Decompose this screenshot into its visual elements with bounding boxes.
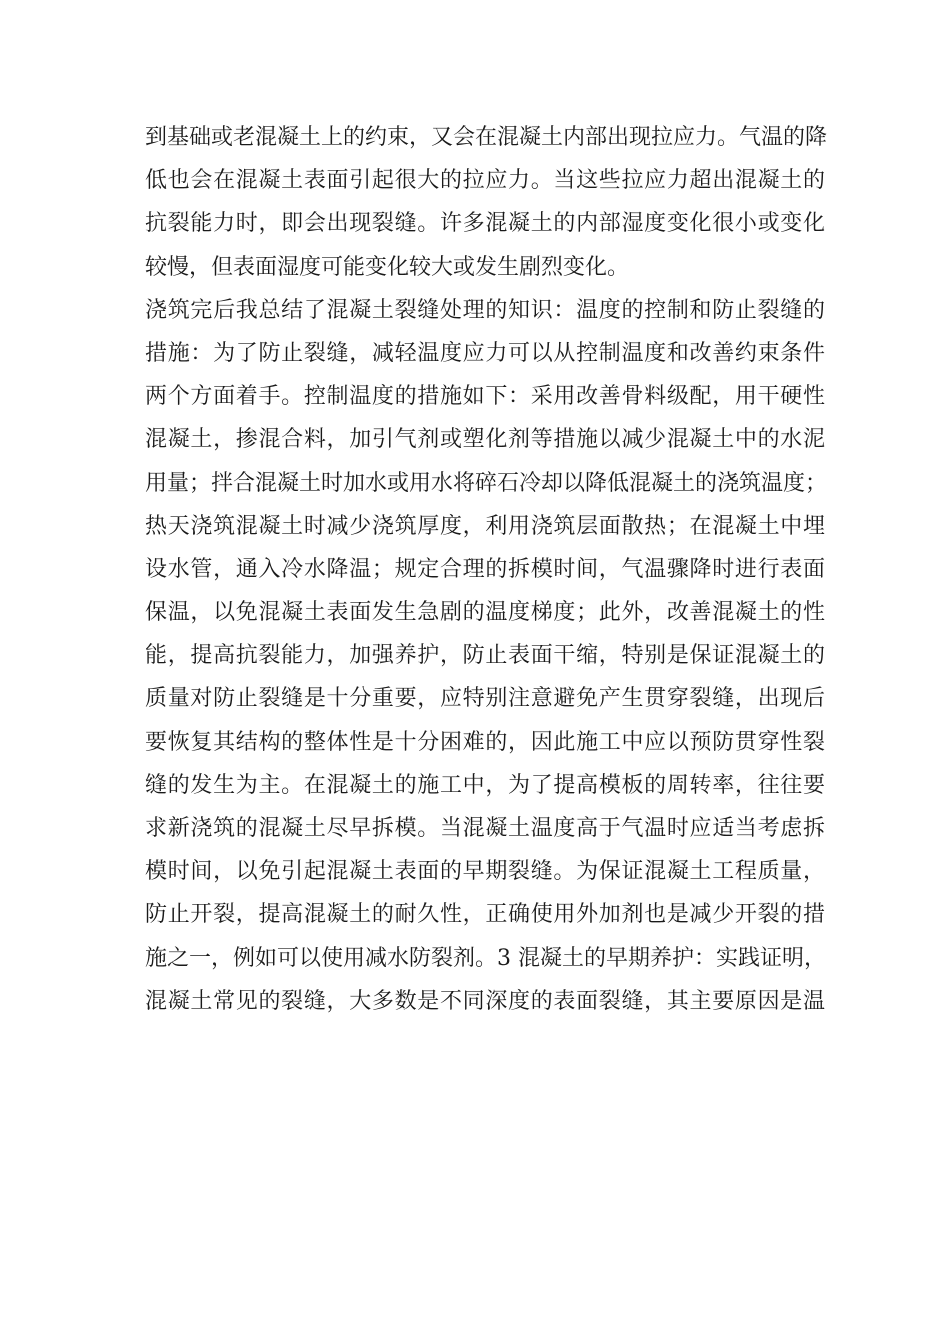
- text-line: 热天浇筑混凝土时减少浇筑厚度，利用浇筑层面散热；在混凝土中埋: [145, 513, 825, 539]
- text-line: 防止开裂，提高混凝土的耐久性，正确使用外加剂也是减少开裂的措: [145, 902, 825, 928]
- text-line: 设水管，通入冷水降温；规定合理的拆模时间，气温骤降时进行表面: [145, 556, 825, 582]
- text-line: 到基础或老混凝土上的约束，又会在混凝土内部出现拉应力。气温的降: [145, 125, 828, 150]
- text-line: 缝的发生为主。在混凝土的施工中，为了提高模板的周转率，往往要: [145, 772, 825, 798]
- text-line: 保温，以免混凝土表面发生急剧的温度梯度；此外，改善混凝土的性: [145, 600, 825, 626]
- text-line: 抗裂能力时，即会出现裂缝。许多混凝土的内部湿度变化很小或变化: [145, 211, 825, 237]
- text-line: 要恢复其结构的整体性是十分困难的，因此施工中应以预防贯穿性裂: [145, 729, 825, 755]
- text-line: 低也会在混凝土表面引起很大的拉应力。当这些拉应力超出混凝土的: [145, 168, 825, 194]
- text-line: 两个方面着手。控制温度的措施如下：采用改善骨料级配，用干硬性: [145, 384, 825, 410]
- text-line: 措施：为了防止裂缝，减轻温度应力可以从控制温度和改善约束条件: [145, 340, 825, 366]
- text-line: 能，提高抗裂能力，加强养护，防止表面干缩，特别是保证混凝土的: [145, 643, 825, 669]
- body-text: [145, 116, 828, 1023]
- text-line: 用量；拌合混凝土时加水或用水将碎石冷却以降低混凝土的浇筑温度；: [145, 470, 828, 496]
- text-line: 施之一，例如可以使用减水防裂剂。3 混凝土的早期养护：实践证明，: [145, 945, 826, 971]
- text-line: 浇筑完后我总结了混凝土裂缝处理的知识：温度的控制和防止裂缝的: [145, 297, 825, 323]
- text-line: 混凝土常见的裂缝，大多数是不同深度的表面裂缝，其主要原因是温: [145, 988, 825, 1014]
- text-line: 混凝土，掺混合料，加引气剂或塑化剂等措施以减少混凝土中的水泥: [145, 427, 825, 453]
- text-line: 模时间，以免引起混凝土表面的早期裂缝。为保证混凝土工程质量，: [145, 859, 825, 885]
- text-line: 较慢，但表面湿度可能变化较大或发生剧烈变化。: [145, 254, 630, 280]
- text-line: 质量对防止裂缝是十分重要，应特别注意避免产生贯穿裂缝，出现后: [145, 686, 825, 712]
- text-line: 求新浇筑的混凝土尽早拆模。当混凝土温度高于气温时应适当考虑拆: [145, 816, 825, 841]
